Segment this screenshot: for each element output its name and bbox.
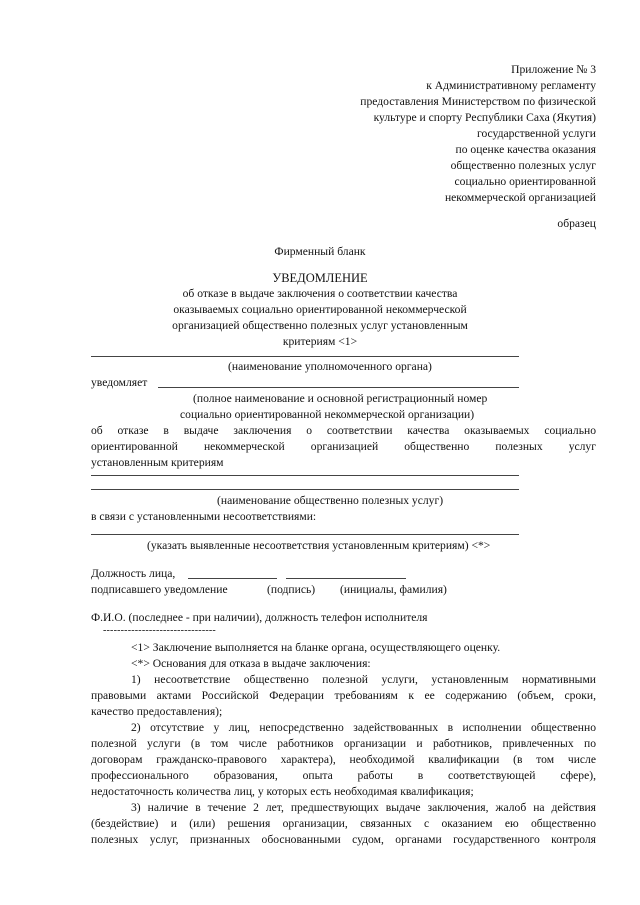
fill-line-mismatch	[91, 534, 519, 535]
note-item-1: 1) несоответствие общественно полезной услуги, установленным нормативными	[131, 673, 596, 686]
position-label: Должность лица,	[91, 567, 176, 580]
note-item-2: профессионального образования, опыта работы в соответствующей сфере),	[91, 769, 596, 782]
header-line: некоммерческой организацией	[444, 191, 596, 204]
sample-label: образец	[557, 217, 596, 230]
note-item-2: договорам гражданско-правового характера), необходимой квалификации (в том числе	[91, 753, 596, 766]
letterhead-label: Фирменный бланк	[274, 245, 366, 258]
in-connection-label: в связи с установленными несоответствиями:	[91, 510, 317, 523]
initials-hint: (инициалы, фамилия)	[340, 583, 447, 596]
fill-line-organ	[91, 356, 519, 357]
note-item-1: качество предоставления);	[91, 705, 223, 718]
fill-line-services	[91, 489, 519, 490]
subtitle-line: организацией общественно полезных услуг установленным	[172, 319, 468, 332]
note-item-3: (бездействие) и (или) решения организации, связанных с оказанием ею общественно	[91, 817, 596, 830]
note-item-2: 2) отсутствие у лиц, непосредственно задействованных в исполнении общественно	[131, 721, 596, 734]
header-line: государственной услуги	[476, 127, 596, 140]
header-line: культуре и спорту Республики Саха (Якутия)	[373, 111, 596, 124]
header-line: общественно полезных услуг	[450, 159, 596, 172]
notifies-label: уведомляет	[91, 376, 148, 389]
appendix-number: Приложение № 3	[511, 63, 596, 76]
header-line: по оценке качества оказания	[455, 143, 596, 156]
note-item-2: полезной услуги (в том числе работников организации и работников, привлеченных по	[91, 737, 596, 750]
note-item-2: недостаточность количества лиц, у которых есть необходимая квалификация;	[91, 785, 474, 798]
fill-line-organization	[158, 387, 519, 388]
org-hint: (полное наименование и основной регистрационный номер	[193, 392, 488, 405]
services-hint: (наименование общественно полезных услуг)	[217, 494, 444, 507]
organ-hint: (наименование уполномоченного органа)	[228, 360, 432, 373]
refusal-text: установленным критериям	[91, 456, 224, 469]
fill-line-services	[91, 475, 519, 476]
note-item-1: правовыми актами Российской Федерации требованиям к ее содержанию (объем, сроки,	[91, 689, 596, 702]
header-line: к Административному регламенту	[426, 79, 596, 92]
note-1: <1> Заключение выполняется на бланке органа, осуществляющего оценку.	[131, 641, 501, 654]
header-line: социально ориентированной	[454, 175, 596, 188]
refusal-text: об отказе в выдаче заключения о соответствии качества оказываемых социально	[91, 424, 596, 437]
fill-line-initials	[286, 578, 406, 579]
separator: --------------------------------	[103, 625, 216, 636]
executor-label: Ф.И.О. (последнее - при наличии), должность телефон исполнителя	[91, 611, 428, 624]
refusal-text: ориентированной некоммерческой организацией общественно полезных услуг	[91, 440, 596, 453]
document-title: УВЕДОМЛЕНИЕ	[272, 271, 368, 285]
org-hint: социально ориентированной некоммерческой организации)	[180, 408, 475, 421]
header-line: предоставления Министерством по физической	[360, 95, 596, 108]
note-item-3: 3) наличие в течение 2 лет, предшествующих выдаче заключения, жалоб на действия	[131, 801, 596, 814]
subtitle-line: оказываемых социально ориентированной некоммерческой	[173, 303, 467, 316]
note-2: <*> Основания для отказа в выдаче заключения:	[131, 657, 371, 670]
subtitle-line: критериям <1>	[282, 335, 358, 348]
subtitle-line: об отказе в выдаче заключения о соответствии качества	[182, 287, 458, 300]
note-item-3: полезных услуг, признанных обоснованными судом, органами государственного контроля	[91, 833, 596, 846]
fill-line-signature	[188, 578, 277, 579]
signature-hint: (подпись)	[267, 583, 316, 596]
mismatch-hint: (указать выявленные несоответствия установленным критериям) <*>	[147, 539, 491, 552]
signed-by-label: подписавшего уведомление	[91, 583, 228, 596]
